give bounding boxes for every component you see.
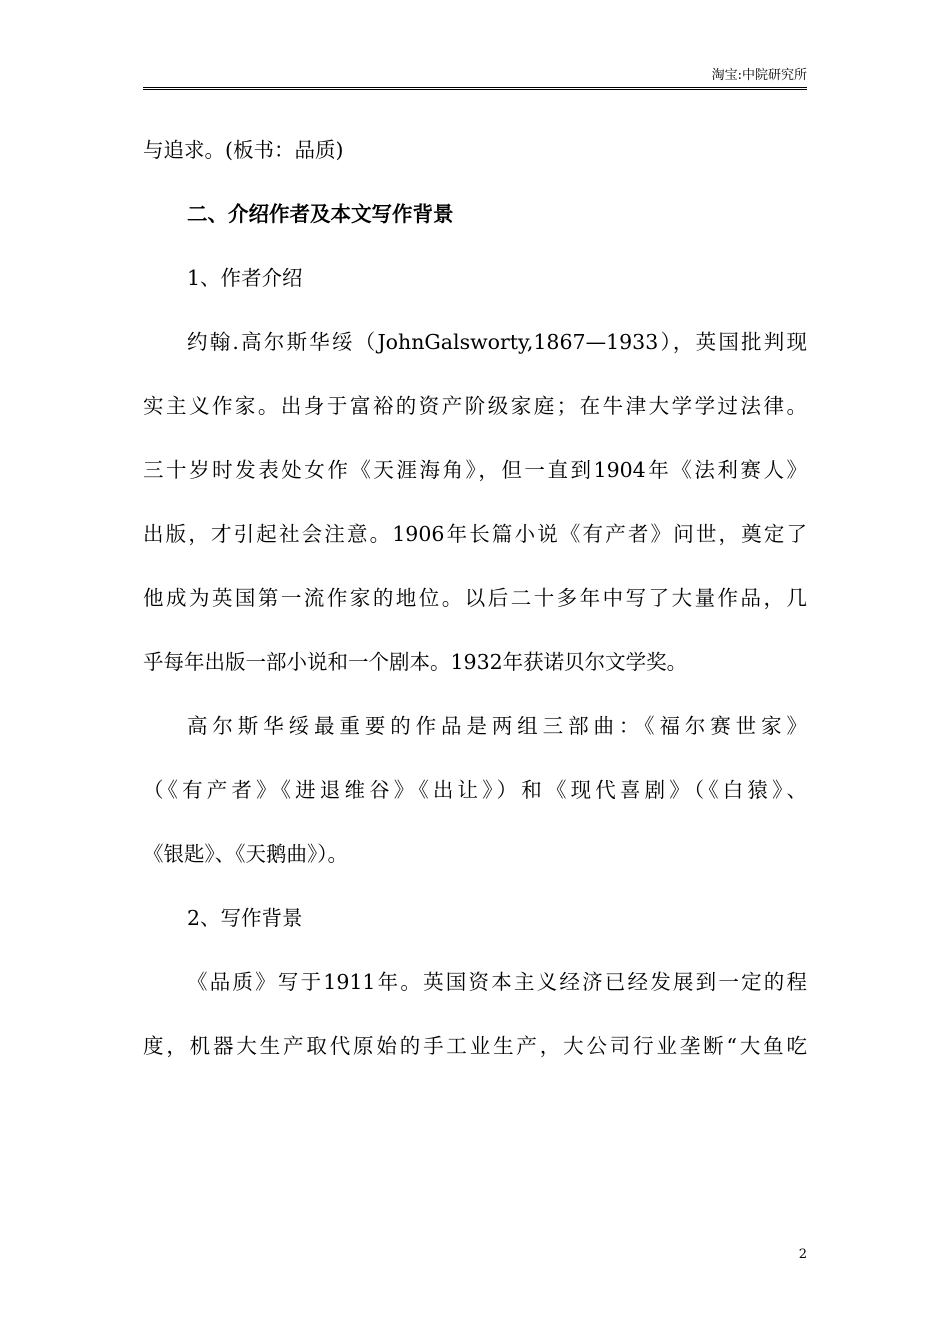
- subsection-heading: 2、写作背景: [187, 906, 303, 930]
- paragraph-line: 实主义作家。出身于富裕的资产阶级家庭；在牛津大学学过法律。: [143, 394, 807, 418]
- paragraph-line: 约翰.高尔斯华绥（JohnGalsworty,1867—1933），英国批判现: [187, 330, 807, 354]
- document-body: [143, 127, 807, 1087]
- paragraph-line: （《有产者》《进退维谷》《出让》）和《现代喜剧》（《白猿》、: [143, 778, 807, 802]
- paragraph-line: 高尔斯华绥最重要的作品是两组三部曲：《福尔赛世家》: [187, 714, 807, 738]
- paragraph-line: 《品质》写于1911年。英国资本主义经济已经发展到一定的程: [187, 970, 807, 994]
- section-heading: 二、介绍作者及本文写作背景: [187, 202, 454, 226]
- page-number: 2: [798, 1247, 807, 1262]
- paragraph-line: 乎每年出版一部小说和一个剧本。1932年获诺贝尔文学奖。: [143, 650, 688, 674]
- paragraph-line: 度，机器大生产取代原始的手工业生产，大公司行业垄断“大鱼吃: [143, 1034, 807, 1058]
- paragraph-line: 出版，才引起社会注意。1906年长篇小说《有产者》问世，奠定了: [143, 522, 807, 546]
- paragraph-line: 三十岁时发表处女作《天涯海角》，但一直到1904年《法利赛人》: [143, 458, 807, 482]
- page-header: [143, 67, 807, 87]
- subsection-heading: 1、作者介绍: [187, 266, 303, 290]
- paragraph-line: 他成为英国第一流作家的地位。以后二十多年中写了大量作品，几: [143, 586, 807, 610]
- paragraph-line: 《银匙》、《天鹅曲》）。: [143, 842, 348, 866]
- header-text: 淘宝:中院研究所: [711, 68, 807, 83]
- paragraph-line: 与追求。(板书：品质): [143, 138, 344, 162]
- header-rule: [143, 87, 807, 90]
